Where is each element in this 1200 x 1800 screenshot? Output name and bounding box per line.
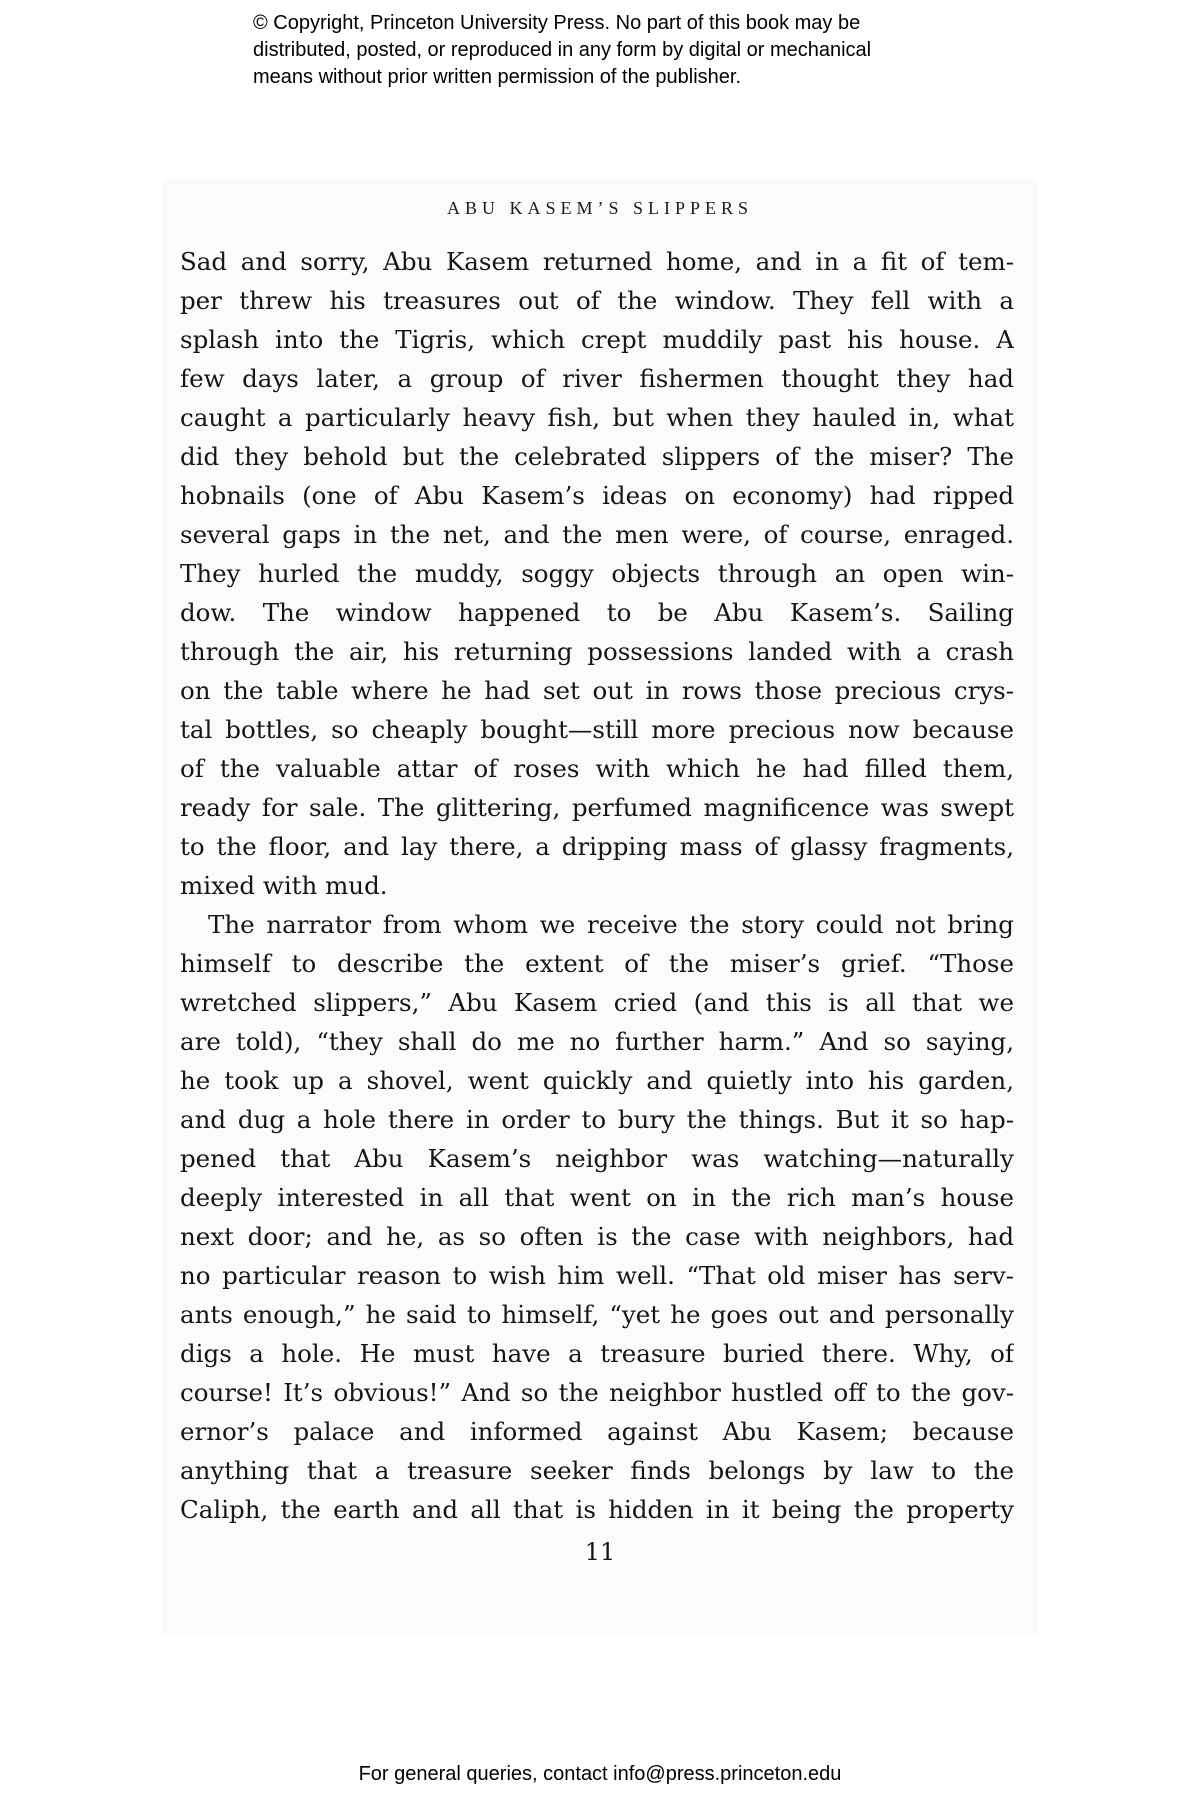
text-line: ernor’s palace and informed against Abu Kasem; because: [180, 1417, 1014, 1446]
copyright-line: means without prior written permission of the publisher.: [253, 66, 742, 88]
text-line: deeply interested in all that went on in the rich man’s house: [180, 1183, 1014, 1212]
footer-contact: For general queries, contact info@press.princeton.edu: [358, 1763, 842, 1785]
text-line: ants enough,” he said to himself, “yet he goes out and personally: [180, 1300, 1014, 1329]
text-line: through the air, his returning possessions landed with a crash: [180, 637, 1014, 666]
text-line: on the table where he had set out in rows those precious crys-: [180, 676, 1014, 705]
text-line: splash into the Tigris, which crept muddily past his house. A: [180, 325, 1014, 354]
copyright-line: distributed, posted, or reproduced in any form by digital or mechanical: [253, 39, 872, 61]
paragraph: [180, 905, 1014, 1529]
text-line: anything that a treasure seeker finds belongs by law to the: [180, 1456, 1014, 1485]
text-line: caught a particularly heavy fish, but when they hauled in, what: [180, 403, 1014, 432]
text-line: tal bottles, so cheaply bought—still more precious now because: [180, 715, 1014, 744]
text-line: next door; and he, as so often is the case with neighbors, had: [180, 1222, 1014, 1251]
text-line: The narrator from whom we receive the story could not bring: [208, 910, 1014, 939]
copyright-notice: [253, 10, 1013, 91]
page-body: [180, 242, 1014, 1529]
running-head: ABU KASEM’S SLIPPERS: [446, 198, 754, 218]
text-line: are told), “they shall do me no further harm.” And so saying,: [180, 1027, 1014, 1056]
text-line: hobnails (one of Abu Kasem’s ideas on economy) had ripped: [180, 481, 1014, 510]
text-line: Caliph, the earth and all that is hidden in it being the property: [180, 1495, 1014, 1524]
text-line: himself to describe the extent of the miser’s grief. “Those: [180, 949, 1014, 978]
text-line: did they behold but the celebrated slippers of the miser? The: [180, 442, 1014, 471]
text-line: mixed with mud.: [180, 871, 388, 900]
text-line: dow. The window happened to be Abu Kasem’s. Sailing: [180, 598, 1014, 627]
text-line: of the valuable attar of roses with which he had filled them,: [180, 754, 1014, 783]
text-line: several gaps in the net, and the men were, of course, enraged.: [180, 520, 1014, 549]
text-line: course! It’s obvious!” And so the neighbor hustled off to the gov-: [180, 1378, 1014, 1407]
text-line: Sad and sorry, Abu Kasem returned home, and in a fit of tem-: [180, 247, 1014, 276]
text-line: digs a hole. He must have a treasure buried there. Why, of: [180, 1339, 1014, 1368]
text-line: wretched slippers,” Abu Kasem cried (and this is all that we: [180, 988, 1014, 1017]
copyright-line: © Copyright, Princeton University Press. No part of this book may be: [253, 12, 861, 34]
text-line: per threw his treasures out of the window. They fell with a: [180, 286, 1014, 315]
text-line: no particular reason to wish him well. “That old miser has serv-: [180, 1261, 1014, 1290]
text-line: They hurled the muddy, soggy objects through an open win-: [180, 559, 1014, 588]
text-line: few days later, a group of river fishermen thought they had: [180, 364, 1014, 393]
text-line: pened that Abu Kasem’s neighbor was watching—naturally: [180, 1144, 1014, 1173]
text-line: ready for sale. The glittering, perfumed magnificence was swept: [180, 793, 1014, 822]
text-line: he took up a shovel, went quickly and quietly into his garden,: [180, 1066, 1014, 1095]
paragraph: [180, 242, 1014, 905]
text-line: and dug a hole there in order to bury the things. But it so hap-: [180, 1105, 1014, 1134]
page-number: 11: [584, 1538, 616, 1566]
text-line: to the floor, and lay there, a dripping mass of glassy fragments,: [180, 832, 1014, 861]
